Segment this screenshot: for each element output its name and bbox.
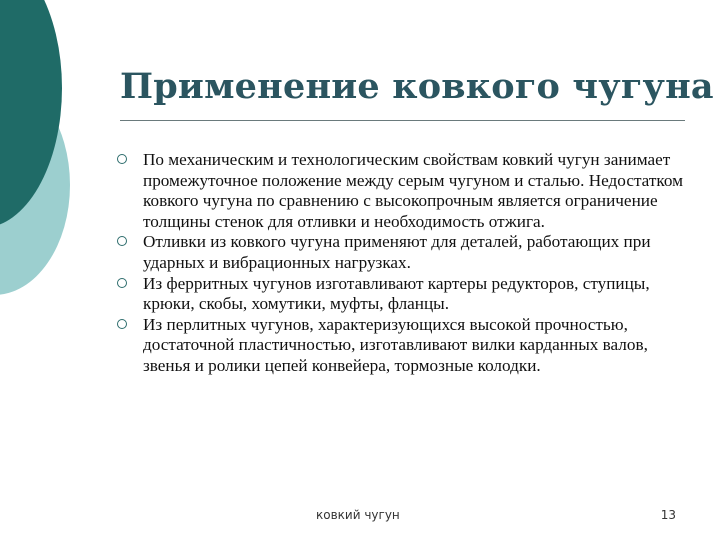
bullet-item: [115, 315, 695, 377]
title-divider: [120, 120, 685, 121]
slide-title: Применение ковкого чугуна: [120, 66, 714, 107]
bullet-item: [115, 274, 695, 315]
bullet-item: [115, 232, 695, 273]
bullet-text: Отливки из ковкого чугуна применяют для деталей, работающих при ударных и вибрационных нагрузках.: [143, 232, 651, 272]
bullet-item: [115, 150, 695, 232]
bullet-text: Из ферритных чугунов изготавливают картеры редукторов, ступицы, крюки, скобы, хомутики, муфты, фланцы.: [143, 273, 650, 314]
bullet-text: Из перлитных чугунов, характеризующихся высокой прочностью, достаточной пластичностью, изготавливают вилки карданных валов, звенья и ролики цепей конвейера, тормозные колодки.: [143, 314, 648, 375]
bullet-list: [115, 150, 695, 377]
bullet-circle-icon: [117, 278, 127, 288]
bullet-circle-icon: [117, 236, 127, 246]
bullet-text: По механическим и технологическим свойствам ковкий чугун занимает промежуточное положение между серым чугуном и сталью. Недостатком ковкого чугуна по сравнению с высокопрочным является ограничение толщины стенок для отливки и необходимость отжига.: [143, 150, 683, 231]
corner-decoration: [0, 0, 110, 300]
bullet-circle-icon: [117, 319, 127, 329]
bullet-circle-icon: [117, 154, 127, 164]
footer-text: ковкий чугун: [316, 508, 400, 522]
page-number: 13: [660, 508, 676, 522]
